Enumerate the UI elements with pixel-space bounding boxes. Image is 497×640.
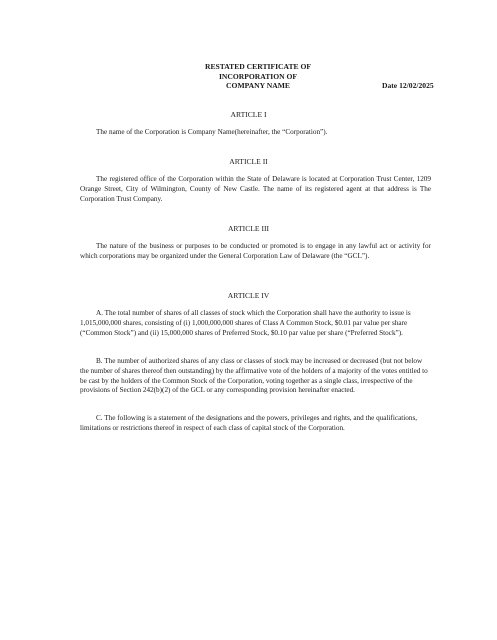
article-2-paragraph: The registered office of the Corporation within the State of Delaware is located at Corporation Trust Center, 1209 Orange Street, City of Wilmington, County of New Castle. The name of its registered agent at that address is The Corporation Trust Company. bbox=[80, 175, 431, 203]
article-4-paragraph-a: A. The total number of shares of all classes of stock which the Corporation shall have the authority to issue is 1,015,000,000 shares, consisting of (i) 1,000,000,000 shares of Class A Common Stock, $0.01 par value per share (“Common Stock”) and (ii) 15,000,000 shares of Preferred Stock, $0.10 par value per share (“Preferred Stock”). bbox=[80, 309, 411, 337]
title-line-1: RESTATED CERTIFICATE OF bbox=[204, 62, 312, 71]
article-3-heading: ARTICLE III bbox=[227, 224, 270, 233]
article-4-paragraph-c: C. The following is a statement of the designations and the powers, privileges and rights, and the qualifications, limitations or restrictions thereof in respect of each class of capital stock of the Corporation. bbox=[80, 414, 418, 432]
article-2-heading: ARTICLE II bbox=[229, 157, 268, 166]
document-date: Date 12/02/2025 bbox=[382, 81, 434, 90]
article-1-paragraph: The name of the Corporation is Company Name(hereinafter, the “Corporation”). bbox=[96, 128, 328, 136]
article-3-paragraph: The nature of the business or purposes to be conducted or promoted is to engage in any lawful act or activity for which corporations may be organized under the General Corporation Law of Delaware (the “GCL”). bbox=[80, 242, 431, 260]
article-4-heading: ARTICLE IV bbox=[227, 291, 270, 300]
title-line-2: INCORPORATION OF bbox=[218, 71, 298, 81]
article-1-heading: ARTICLE I bbox=[230, 110, 267, 119]
document-title bbox=[196, 62, 320, 91]
title-line-3: COMPANY NAME bbox=[226, 81, 290, 91]
article-4-paragraph-b: B. The number of authorized shares of any class or classes of stock may be increased or decreased (but not below the number of shares thereof then outstanding) by the affirmative vote of the holders of a majority of the votes entitled to be cast by the holders of the Common Stock of the Corporation, voting together as a single class, irrespective of the provisions of Section 242(b)(2) of the GCL or any corresponding provision hereinafter enacted. bbox=[80, 357, 428, 395]
